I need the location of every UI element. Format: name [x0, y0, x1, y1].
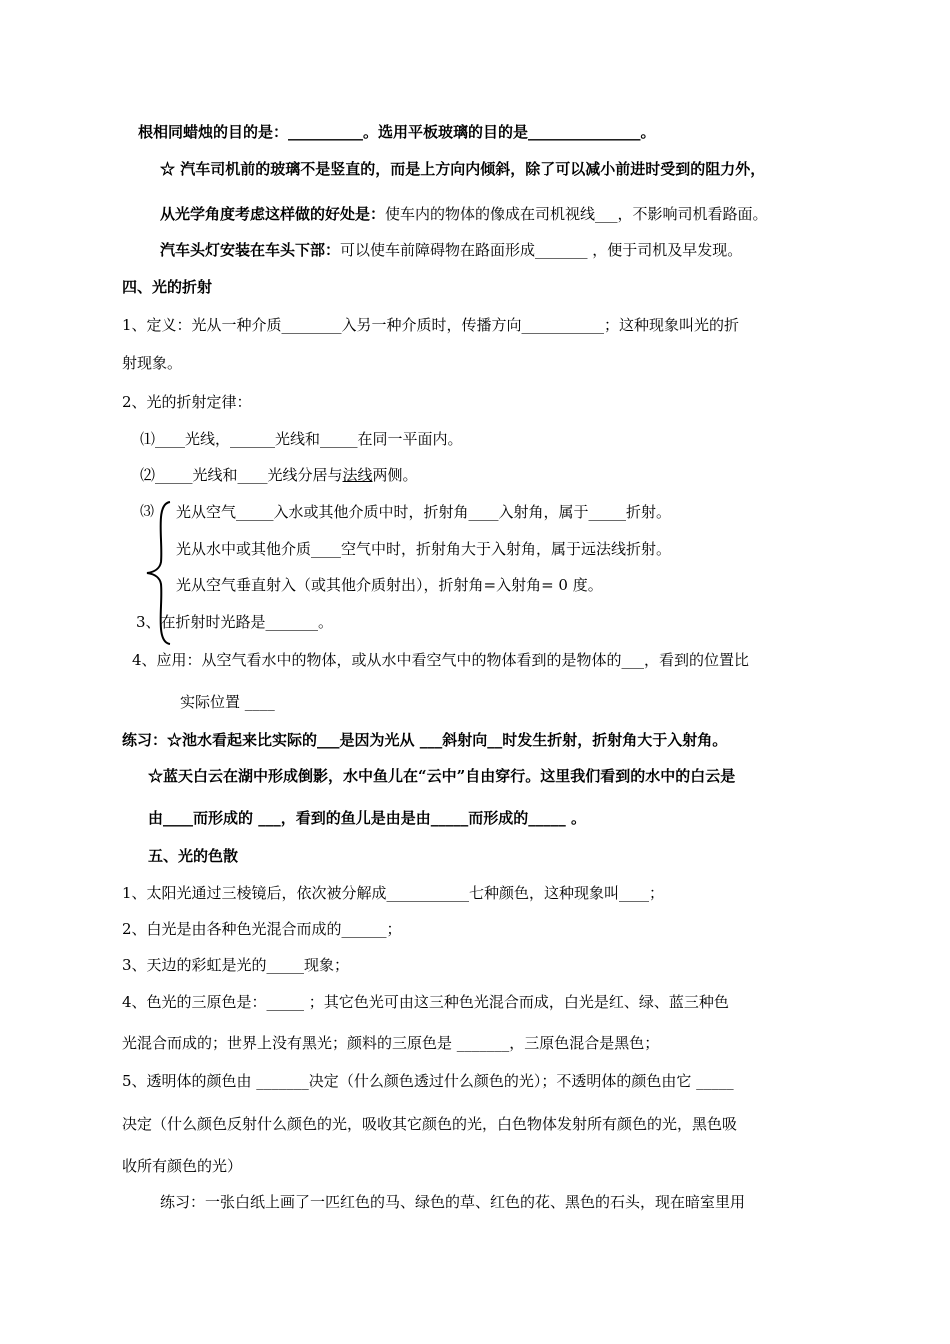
refraction-definition: 1、定义：光从一种介质________入另一种介质时，传播方向___________；这种现象叫光的折: [122, 316, 740, 334]
dispersion-item-4-cont: 光混合而成的；世界上没有黑光；颜料的三原色是 _______，三原色混合是黑色；: [122, 1034, 660, 1052]
dispersion-item-2: 2、白光是由各种色光混合而成的______；: [122, 920, 402, 938]
refraction-law-1: ⑴____光线，______光线和_____在同一平面内。: [140, 430, 463, 448]
section-heading-dispersion: 五、光的色散: [148, 847, 239, 865]
candle-mirror-line: 根相同蜡烛的目的是：__________。选用平板玻璃的目的是_______________。: [138, 123, 656, 141]
refraction-law-2-a: ⑵_____光线和____光线分居与: [140, 466, 343, 484]
windshield-answer-label: 从光学角度考虑这样做的好处是：: [160, 205, 386, 223]
normal-line-term: 法线: [342, 466, 373, 484]
headlight-line: [160, 240, 742, 260]
refraction-law-3-water-to-air: 光从水中或其他介质____空气中时，折射角大于入射角，属于远法线折射。: [176, 540, 672, 558]
refraction-application-cont: 实际位置 ____: [180, 693, 275, 711]
section-heading-refraction: 四、光的折射: [122, 278, 213, 296]
refraction-law-heading: 2、光的折射定律：: [122, 393, 252, 411]
exercise-clouds-cont: 由____而形成的 ___，看到的鱼儿是由是由_____而形成的_____ 。: [148, 809, 586, 827]
exercise-clouds: ☆蓝天白云在湖中形成倒影，水中鱼儿在“云中”自由穿行。这里我们看到的水中的白云是: [148, 767, 736, 785]
exercise-pool-depth: 练习：☆池水看起来比实际的___是因为光从 ___斜射向__时发生折射，折射角大于入射角。: [122, 731, 728, 749]
refraction-law-3-perpendicular: 光从空气垂直射入（或其他介质射出），折射角=入射角= 0 度。: [176, 576, 603, 594]
refraction-law-2: [140, 465, 418, 485]
dispersion-item-3: 3、天边的彩虹是光的_____现象；: [122, 956, 350, 974]
headlight-text: 可以使车前障碍物在路面形成_______ ，便于司机及早发现。: [340, 241, 743, 259]
dispersion-item-4: 4、色光的三原色是：_____ ；其它色光可由这三种色光混合而成，白光是红、绿、蓝三种色: [122, 993, 729, 1011]
refraction-law-3-number: ⑶: [140, 504, 154, 520]
refraction-application: 4、应用：从空气看水中的物体，或从水中看空气中的物体看到的是物体的___，看到的位置比: [132, 651, 750, 669]
dispersion-item-1: 1、太阳光通过三棱镜后，依次被分解成___________七种颜色，这种现象叫____；: [122, 884, 665, 902]
headlight-label: 汽车头灯安装在车头下部：: [160, 241, 341, 259]
reversible-light-path: 3、在折射时光路是_______。: [136, 613, 334, 631]
dispersion-item-5-cont: 决定（什么颜色反射什么颜色的光，吸收其它颜色的光，白色物体发射所有颜色的光，黑色吸: [122, 1115, 738, 1133]
exercise-white-paper: 练习：一张白纸上画了一匹红色的马、绿色的草、红色的花、黑色的石头，现在暗室里用: [160, 1193, 746, 1211]
windshield-question: ☆ 汽车司机前的玻璃不是竖直的，而是上方向内倾斜，除了可以减小前进时受到的阻力外，: [160, 160, 766, 178]
refraction-law-2-b: 两侧。: [372, 466, 418, 484]
windshield-answer-line: [160, 204, 768, 224]
windshield-answer-text: 使车内的物体的像成在司机视线___，不影响司机看路面。: [385, 205, 768, 223]
dispersion-item-5: 5、透明体的颜色由 _______决定（什么颜色透过什么颜色的光）；不透明体的颜色由它 _____: [122, 1072, 734, 1090]
refraction-law-3-air-to-water: 光从空气_____入水或其他介质中时，折射角____入射角，属于_____折射。: [176, 503, 672, 521]
dispersion-item-5-end: 收所有颜色的光）: [122, 1157, 243, 1175]
refraction-definition-cont: 射现象。: [122, 354, 183, 372]
